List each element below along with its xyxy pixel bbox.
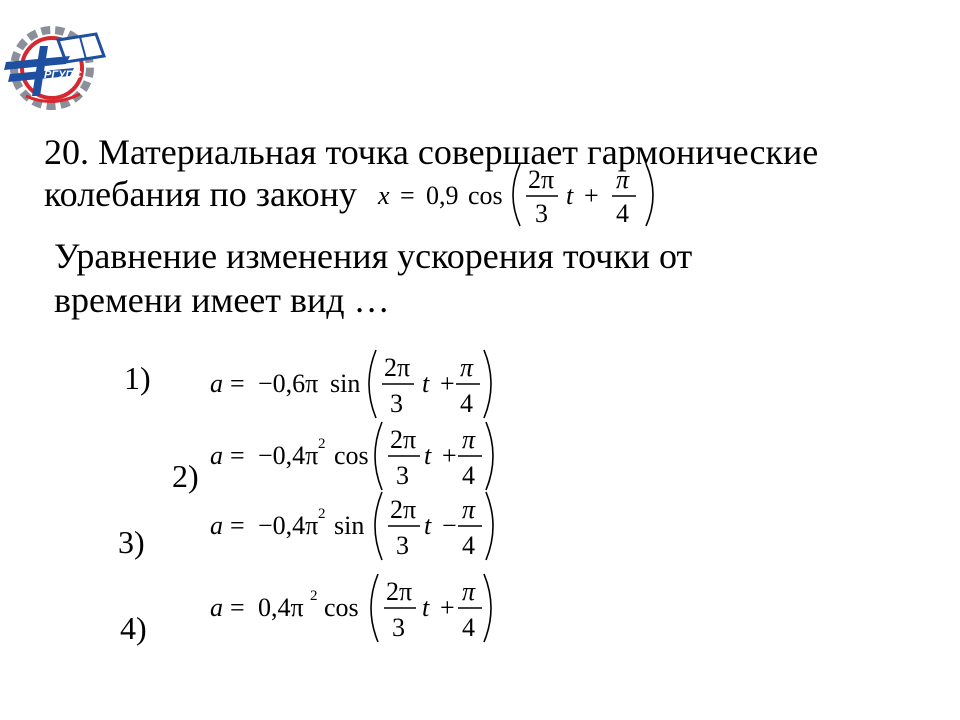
option-3-t: t — [424, 511, 432, 540]
option-3-formula[interactable] — [210, 488, 500, 562]
option-2-func: cos — [334, 441, 369, 470]
option-3-coef: −0,4π — [258, 511, 319, 540]
law-var: x — [378, 181, 390, 210]
option-3-den1: 3 — [396, 531, 409, 560]
option-3-var: a — [210, 511, 223, 540]
harmonic-law-formula — [378, 158, 668, 228]
option-4-t: t — [422, 593, 430, 622]
law-eq: = — [400, 181, 415, 210]
option-1-num2: π — [460, 353, 474, 382]
option-2-eq: = — [230, 441, 245, 470]
law-func: cos — [468, 181, 503, 210]
option-2-coef: −0,4π — [258, 441, 319, 470]
option-4-label[interactable]: 4) — [120, 610, 147, 646]
option-3-op: − — [442, 511, 457, 540]
option-1-t: t — [422, 369, 430, 398]
option-2-op: + — [442, 441, 457, 470]
logo-text: РГУПС — [44, 69, 82, 81]
law-t: t — [566, 181, 574, 210]
law-num1: 2π — [528, 165, 555, 194]
option-4-formula[interactable] — [210, 570, 500, 644]
option-2-t: t — [424, 441, 432, 470]
option-1-label[interactable]: 1) — [124, 360, 151, 396]
option-4-power: 2 — [310, 588, 318, 604]
option-2-num2: π — [462, 425, 476, 454]
option-3-label[interactable]: 3) — [118, 524, 145, 560]
option-1-eq: = — [230, 369, 245, 398]
option-2-var: a — [210, 441, 223, 470]
option-4-den2: 4 — [462, 613, 475, 642]
question-line-4: времени имеет вид … — [54, 280, 390, 320]
option-2-formula[interactable] — [210, 418, 500, 492]
option-1-var: a — [210, 369, 223, 398]
option-2-den2: 4 — [462, 461, 475, 490]
option-1-op: + — [440, 369, 455, 398]
option-1-den2: 4 — [460, 389, 473, 418]
option-1-coef: −0,6π — [258, 369, 319, 398]
law-den2: 4 — [616, 199, 629, 228]
option-1-func: sin — [330, 369, 361, 398]
option-4-func: cos — [324, 593, 359, 622]
option-1-formula[interactable] — [210, 346, 500, 420]
option-2-num1: 2π — [390, 425, 417, 454]
option-3-num2: π — [462, 495, 476, 524]
question-line-1: 20. Материальная точка совершает гармонические — [44, 132, 819, 172]
option-1-den1: 3 — [390, 389, 403, 418]
option-4-den1: 3 — [392, 613, 405, 642]
law-num2: π — [616, 165, 630, 194]
option-4-eq: = — [230, 593, 245, 622]
option-4-num1: 2π — [386, 577, 413, 606]
option-2-label[interactable]: 2) — [172, 458, 199, 494]
option-3-num1: 2π — [390, 495, 417, 524]
option-3-den2: 4 — [462, 531, 475, 560]
law-amp: 0,9 — [426, 181, 459, 210]
option-4-op: + — [440, 593, 455, 622]
option-3-eq: = — [230, 511, 245, 540]
question-line-2: колебания по закону — [44, 174, 357, 214]
option-4-num2: π — [462, 577, 476, 606]
option-4-coef: 0,4π — [258, 593, 304, 622]
option-1-num1: 2π — [384, 353, 411, 382]
option-3-power: 2 — [318, 506, 326, 522]
university-logo — [0, 10, 112, 112]
option-2-den1: 3 — [396, 461, 409, 490]
question-line-3: Уравнение изменения ускорения точки от — [54, 236, 693, 276]
option-2-power: 2 — [318, 436, 326, 452]
law-den1: 3 — [535, 199, 548, 228]
law-op: + — [584, 181, 599, 210]
option-3-func: sin — [334, 511, 365, 540]
option-4-var: a — [210, 593, 223, 622]
gear-book-emblem-icon — [0, 10, 112, 112]
